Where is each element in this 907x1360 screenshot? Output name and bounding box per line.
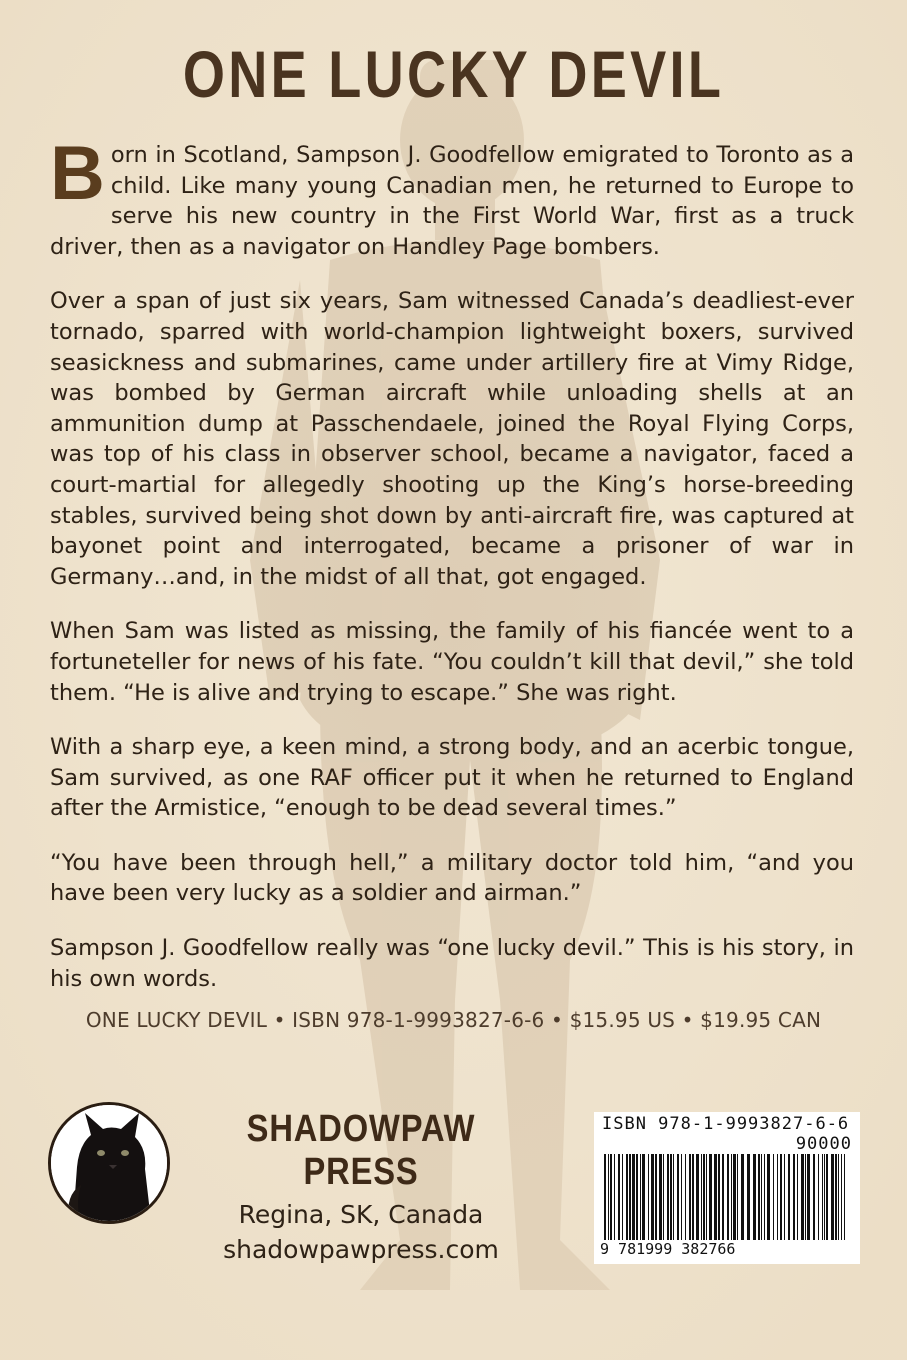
blurb-paragraph-1-text: orn in Scotland, Sampson J. Goodfellow emigrated to Toronto as a child. Like many young Canadian men, he returned to Europe to serve his new country in the First World War, first as a truck driver, then as a navigator on Handley Page bombers. — [50, 142, 854, 260]
barcode-bar — [692, 1154, 694, 1240]
barcode-bars — [600, 1154, 854, 1240]
barcode-bar — [767, 1154, 770, 1240]
isbn-price-line: ONE LUCKY DEVIL • ISBN 978-1-9993827-6-6 • $15.95 US • $19.95 CAN — [85, 1008, 822, 1032]
publisher-block — [196, 1108, 526, 1264]
barcode-bar — [761, 1154, 762, 1240]
barcode-bar — [758, 1154, 760, 1240]
barcode-bar — [841, 1154, 842, 1240]
barcode-bar — [844, 1154, 845, 1240]
isbn-barcode — [594, 1112, 860, 1264]
barcode-bar — [673, 1154, 674, 1240]
barcode-bar — [696, 1154, 699, 1240]
barcode-bar — [737, 1154, 738, 1240]
barcode-bar — [805, 1154, 806, 1240]
barcode-bar — [632, 1154, 635, 1240]
barcode-bar — [622, 1154, 623, 1240]
barcode-bar — [610, 1154, 612, 1240]
barcode-isbn-label: ISBN 978-1-9993827-6-6 — [602, 1114, 850, 1134]
barcode-bar — [663, 1154, 664, 1240]
barcode-bar — [655, 1154, 657, 1240]
barcode-bar — [608, 1154, 609, 1240]
blurb-paragraph-2: Over a span of just six years, Sam witnessed Canada’s deadliest-ever tornado, sparred with world-champion lightweight boxers, survived seasickness and submarines, came under artillery fire at Vimy Ridge, was bombed by German aircraft while unloading shells at an ammunition dump at Passchendaele, joined the Royal Flying Corps, was top of his class in observer school, became a navigator, faced a court-martial for allegedly shooting up the King’s horse-breeding stables, survived being shot down by anti-aircraft fire, was captured at bayonet point and interrogated, became a prisoner of war in Germany…and, in the midst of all that, got engaged. — [50, 288, 854, 590]
barcode-bar — [824, 1154, 825, 1240]
barcode-bar — [718, 1154, 720, 1240]
barcode-bar — [685, 1154, 686, 1240]
blurb-paragraph-3: When Sam was listed as missing, the family of his fiancée went to a fortuneteller for news of his fate. “You couldn’t kill that devil,” she told them. “He is alive and trying to escape.” She was right. — [50, 618, 854, 706]
barcode-bar — [747, 1154, 750, 1240]
book-title: ONE LUCKY DEVIL — [182, 37, 725, 111]
barcode-bar — [640, 1154, 641, 1240]
publisher-location: Regina, SK, Canada — [238, 1200, 484, 1229]
barcode-bar — [733, 1154, 736, 1240]
blurb-paragraph-4: With a sharp eye, a keen mind, a strong body, and an acerbic tongue, Sam survived, as one RAF officer put it when he returned to England after the Armistice, “enough to be dead several times.” — [50, 734, 854, 822]
barcode-bar — [764, 1154, 765, 1240]
barcode-bar — [701, 1154, 702, 1240]
barcode-bar — [706, 1154, 707, 1240]
barcode-bar — [822, 1154, 823, 1240]
barcode-bar — [826, 1154, 828, 1240]
barcode-bar — [838, 1154, 839, 1240]
barcode-bar — [667, 1154, 669, 1240]
barcode-bar — [626, 1154, 628, 1240]
blurb-paragraph-6: Sampson J. Goodfellow really was “one lucky devil.” This is his story, in his own words. — [50, 935, 854, 992]
publisher-name: SHADOWPAW PRESS — [246, 1108, 476, 1193]
barcode-bar — [681, 1154, 682, 1240]
barcode-bar — [788, 1154, 790, 1240]
barcode-bar — [835, 1154, 837, 1240]
back-cover-blurb — [50, 131, 854, 1018]
barcode-bar — [801, 1154, 804, 1240]
blurb-paragraph-1 — [50, 131, 854, 262]
barcode-bar — [731, 1154, 732, 1240]
barcode-bar — [703, 1154, 705, 1240]
black-cat-icon — [51, 1105, 167, 1221]
barcode-bar — [709, 1154, 712, 1240]
barcode-bar — [797, 1154, 798, 1240]
barcode-bar — [818, 1154, 819, 1240]
barcode-bar — [648, 1154, 649, 1240]
barcode-bar — [780, 1154, 782, 1240]
blurb-paragraph-5: “You have been through hell,” a military doctor told him, “and you have been very lucky as a soldier and airman.” — [50, 849, 854, 907]
barcode-ean-number: 9 781999 382766 — [600, 1240, 736, 1258]
barcode-bar — [642, 1154, 645, 1240]
barcode-bar — [651, 1154, 654, 1240]
barcode-bar — [618, 1154, 620, 1240]
publisher-logo — [48, 1102, 170, 1224]
barcode-bar — [689, 1154, 691, 1240]
barcode-bar — [659, 1154, 662, 1240]
barcode-bar — [722, 1154, 724, 1240]
barcode-price-code: 90000 — [795, 1134, 852, 1154]
barcode-bar — [807, 1154, 810, 1240]
barcode-bar — [629, 1154, 631, 1240]
barcode-bar — [670, 1154, 672, 1240]
barcode-bar — [614, 1154, 615, 1240]
barcode-bar — [793, 1154, 795, 1240]
barcode-bar — [813, 1154, 815, 1240]
barcode-bar — [636, 1154, 638, 1240]
drop-cap: B — [50, 131, 105, 216]
barcode-bar — [677, 1154, 679, 1240]
barcode-bar — [741, 1154, 744, 1240]
barcode-bar — [784, 1154, 785, 1240]
barcode-bar — [773, 1154, 774, 1240]
barcode-bar — [714, 1154, 717, 1240]
barcode-bar — [604, 1154, 606, 1240]
barcode-bar — [753, 1154, 756, 1240]
publisher-website: shadowpawpress.com — [223, 1235, 499, 1264]
barcode-bar — [727, 1154, 729, 1240]
barcode-bar — [831, 1154, 834, 1240]
barcode-bar — [777, 1154, 778, 1240]
